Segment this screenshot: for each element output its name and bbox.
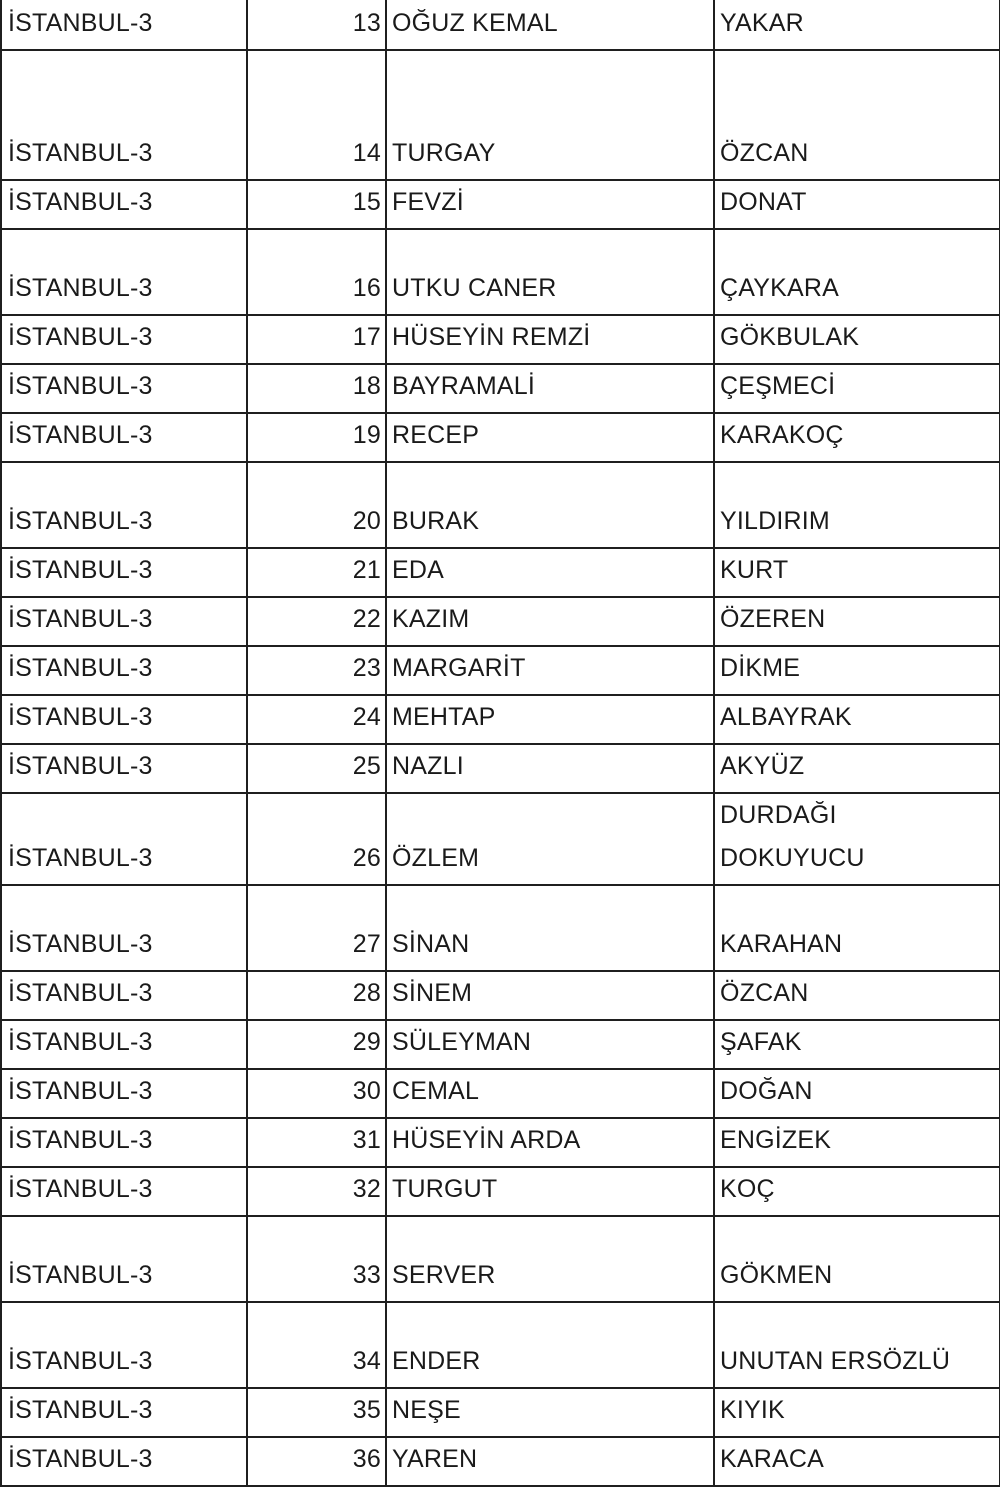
district-cell[interactable] bbox=[1, 180, 247, 229]
district-cell[interactable] bbox=[1, 1118, 247, 1167]
list-number-text: 27 bbox=[352, 930, 381, 958]
list-number-text: 13 bbox=[352, 9, 381, 37]
table-row bbox=[1, 597, 1000, 646]
district-text: İSTANBUL-3 bbox=[8, 1126, 153, 1154]
first-name-text: SERVER bbox=[392, 1261, 496, 1289]
list-number-cell[interactable] bbox=[247, 597, 386, 646]
first-name-cell[interactable] bbox=[386, 597, 714, 646]
district-text: İSTANBUL-3 bbox=[8, 979, 153, 1007]
last-name-cell[interactable] bbox=[714, 462, 1000, 548]
last-name-cell[interactable] bbox=[714, 1118, 1000, 1167]
list-number-cell[interactable] bbox=[247, 1069, 386, 1118]
list-number-cell[interactable] bbox=[247, 364, 386, 413]
last-name-text: ÖZCAN bbox=[720, 979, 809, 1007]
first-name-text: ENDER bbox=[392, 1347, 481, 1375]
table-row bbox=[1, 1216, 1000, 1302]
list-number-cell[interactable] bbox=[247, 315, 386, 364]
first-name-text: SİNEM bbox=[392, 979, 473, 1007]
list-number-text: 16 bbox=[352, 274, 381, 302]
first-name-text: MARGARİT bbox=[392, 654, 526, 682]
district-text: İSTANBUL-3 bbox=[8, 844, 153, 872]
last-name-cell[interactable] bbox=[714, 180, 1000, 229]
district-cell[interactable] bbox=[1, 1302, 247, 1388]
first-name-cell[interactable] bbox=[386, 646, 714, 695]
last-name-cell[interactable] bbox=[714, 50, 1000, 180]
list-number-text: 23 bbox=[352, 654, 381, 682]
district-cell[interactable] bbox=[1, 1388, 247, 1437]
table-row bbox=[1, 315, 1000, 364]
list-number-text: 25 bbox=[352, 752, 381, 780]
first-name-cell[interactable] bbox=[386, 413, 714, 462]
list-number-text: 24 bbox=[352, 703, 381, 731]
first-name-cell[interactable] bbox=[386, 462, 714, 548]
first-name-cell[interactable] bbox=[386, 793, 714, 885]
list-number-text: 30 bbox=[352, 1077, 381, 1105]
last-name-text: ENGİZEK bbox=[720, 1126, 832, 1154]
last-name-text: ÇEŞMECİ bbox=[720, 372, 836, 400]
first-name-text: MEHTAP bbox=[392, 703, 496, 731]
district-cell[interactable] bbox=[1, 1020, 247, 1069]
list-number-cell[interactable] bbox=[247, 229, 386, 315]
table-row bbox=[1, 229, 1000, 315]
list-number-cell[interactable] bbox=[247, 695, 386, 744]
first-name-cell[interactable] bbox=[386, 885, 714, 971]
table-row bbox=[1, 1388, 1000, 1437]
district-cell[interactable] bbox=[1, 364, 247, 413]
first-name-text: CEMAL bbox=[392, 1077, 480, 1105]
district-text: İSTANBUL-3 bbox=[8, 274, 153, 302]
list-number-cell[interactable] bbox=[247, 1216, 386, 1302]
first-name-text: TURGAY bbox=[392, 139, 496, 167]
district-text: İSTANBUL-3 bbox=[8, 1347, 153, 1375]
first-name-cell[interactable] bbox=[386, 50, 714, 180]
last-name-text: KOÇ bbox=[720, 1175, 775, 1203]
list-number-cell[interactable] bbox=[247, 646, 386, 695]
first-name-text: RECEP bbox=[392, 421, 480, 449]
first-name-cell[interactable] bbox=[386, 1437, 714, 1486]
list-number-cell[interactable] bbox=[247, 793, 386, 885]
district-text: İSTANBUL-3 bbox=[8, 703, 153, 731]
list-number-text: 34 bbox=[352, 1347, 381, 1375]
last-name-cell[interactable] bbox=[714, 1302, 1000, 1388]
district-text: İSTANBUL-3 bbox=[8, 188, 153, 216]
last-name-text: DİKME bbox=[720, 654, 801, 682]
list-number-cell[interactable] bbox=[247, 1302, 386, 1388]
first-name-cell[interactable] bbox=[386, 315, 714, 364]
district-cell[interactable] bbox=[1, 793, 247, 885]
last-name-cell[interactable] bbox=[714, 315, 1000, 364]
table-row bbox=[1, 364, 1000, 413]
district-cell[interactable] bbox=[1, 50, 247, 180]
list-number-cell[interactable] bbox=[247, 1167, 386, 1216]
first-name-cell[interactable] bbox=[386, 971, 714, 1020]
list-number-text: 15 bbox=[352, 188, 381, 216]
last-name-text: GÖKMEN bbox=[720, 1261, 833, 1289]
first-name-text: FEVZİ bbox=[392, 188, 464, 216]
last-name-text: AKYÜZ bbox=[720, 752, 805, 780]
first-name-cell[interactable] bbox=[386, 180, 714, 229]
first-name-cell[interactable] bbox=[386, 1216, 714, 1302]
list-number-text: 31 bbox=[352, 1126, 381, 1154]
table-row bbox=[1, 548, 1000, 597]
district-cell[interactable] bbox=[1, 971, 247, 1020]
last-name-text: KARAHAN bbox=[720, 930, 843, 958]
list-number-text: 33 bbox=[352, 1261, 381, 1289]
first-name-cell[interactable] bbox=[386, 1388, 714, 1437]
list-number-text: 29 bbox=[352, 1028, 381, 1056]
first-name-text: YAREN bbox=[392, 1445, 478, 1473]
first-name-text: NEŞE bbox=[392, 1396, 461, 1424]
list-number-cell[interactable] bbox=[247, 50, 386, 180]
last-name-cell[interactable] bbox=[714, 744, 1000, 793]
last-name-text: ÖZCAN bbox=[720, 139, 809, 167]
last-name-cell[interactable] bbox=[714, 695, 1000, 744]
last-name-cell[interactable] bbox=[714, 1216, 1000, 1302]
first-name-text: HÜSEYİN ARDA bbox=[392, 1126, 581, 1154]
list-number-cell[interactable] bbox=[247, 0, 386, 50]
first-name-text: BURAK bbox=[392, 507, 480, 535]
last-name-line2-text: DURDAĞI bbox=[720, 801, 837, 829]
last-name-cell[interactable] bbox=[714, 413, 1000, 462]
district-text: İSTANBUL-3 bbox=[8, 1396, 153, 1424]
list-number-cell[interactable] bbox=[247, 413, 386, 462]
table-row bbox=[1, 971, 1000, 1020]
first-name-cell[interactable] bbox=[386, 1020, 714, 1069]
table-row bbox=[1, 1020, 1000, 1069]
district-cell[interactable] bbox=[1, 1167, 247, 1216]
table-row bbox=[1, 695, 1000, 744]
last-name-cell[interactable] bbox=[714, 793, 1000, 885]
last-name-cell[interactable] bbox=[714, 0, 1000, 50]
list-number-text: 18 bbox=[352, 372, 381, 400]
list-number-text: 14 bbox=[352, 139, 381, 167]
list-number-cell[interactable] bbox=[247, 1388, 386, 1437]
last-name-text: GÖKBULAK bbox=[720, 323, 860, 351]
table-row bbox=[1, 1069, 1000, 1118]
first-name-cell[interactable] bbox=[386, 744, 714, 793]
last-name-text: KARACA bbox=[720, 1445, 825, 1473]
last-name-cell[interactable] bbox=[714, 1069, 1000, 1118]
district-cell[interactable] bbox=[1, 744, 247, 793]
last-name-cell[interactable] bbox=[714, 971, 1000, 1020]
district-cell[interactable] bbox=[1, 885, 247, 971]
first-name-cell[interactable] bbox=[386, 695, 714, 744]
district-cell[interactable] bbox=[1, 229, 247, 315]
list-number-text: 35 bbox=[352, 1396, 381, 1424]
list-number-text: 22 bbox=[352, 605, 381, 633]
district-text: İSTANBUL-3 bbox=[8, 1261, 153, 1289]
last-name-cell[interactable] bbox=[714, 1020, 1000, 1069]
first-name-cell[interactable] bbox=[386, 1069, 714, 1118]
last-name-cell[interactable] bbox=[714, 597, 1000, 646]
list-number-cell[interactable] bbox=[247, 1118, 386, 1167]
first-name-cell[interactable] bbox=[386, 1118, 714, 1167]
district-text: İSTANBUL-3 bbox=[8, 372, 153, 400]
district-cell[interactable] bbox=[1, 413, 247, 462]
district-text: İSTANBUL-3 bbox=[8, 1077, 153, 1105]
table-row bbox=[1, 793, 1000, 885]
district-cell[interactable] bbox=[1, 646, 247, 695]
list-number-text: 19 bbox=[352, 421, 381, 449]
first-name-text: ÖZLEM bbox=[392, 844, 480, 872]
district-cell[interactable] bbox=[1, 1437, 247, 1486]
list-number-cell[interactable] bbox=[247, 1020, 386, 1069]
district-text: İSTANBUL-3 bbox=[8, 930, 153, 958]
last-name-text: KIYIK bbox=[720, 1396, 785, 1424]
first-name-text: SÜLEYMAN bbox=[392, 1028, 532, 1056]
list-number-cell[interactable] bbox=[247, 548, 386, 597]
table-row bbox=[1, 462, 1000, 548]
district-text: İSTANBUL-3 bbox=[8, 421, 153, 449]
table-row bbox=[1, 180, 1000, 229]
first-name-text: UTKU CANER bbox=[392, 274, 557, 302]
last-name-cell[interactable] bbox=[714, 548, 1000, 597]
first-name-text: OĞUZ KEMAL bbox=[392, 9, 558, 37]
district-cell[interactable] bbox=[1, 1069, 247, 1118]
district-cell[interactable] bbox=[1, 597, 247, 646]
table-row bbox=[1, 646, 1000, 695]
last-name-text: ÇAYKARA bbox=[720, 274, 840, 302]
list-number-cell[interactable] bbox=[247, 462, 386, 548]
list-number-cell[interactable] bbox=[247, 180, 386, 229]
list-number-cell[interactable] bbox=[247, 885, 386, 971]
district-cell[interactable] bbox=[1, 315, 247, 364]
list-number-text: 32 bbox=[352, 1175, 381, 1203]
last-name-text: DOĞAN bbox=[720, 1077, 813, 1105]
table-row bbox=[1, 50, 1000, 180]
last-name-cell[interactable] bbox=[714, 646, 1000, 695]
candidate-table-body bbox=[1, 0, 1000, 1486]
district-text: İSTANBUL-3 bbox=[8, 1028, 153, 1056]
district-cell[interactable] bbox=[1, 462, 247, 548]
district-text: İSTANBUL-3 bbox=[8, 605, 153, 633]
last-name-text: DOKUYUCU bbox=[720, 844, 865, 872]
district-text: İSTANBUL-3 bbox=[8, 323, 153, 351]
table-row bbox=[1, 413, 1000, 462]
district-text: İSTANBUL-3 bbox=[8, 654, 153, 682]
district-cell[interactable] bbox=[1, 695, 247, 744]
first-name-text: BAYRAMALİ bbox=[392, 372, 536, 400]
last-name-text: ŞAFAK bbox=[720, 1028, 802, 1056]
list-number-text: 17 bbox=[352, 323, 381, 351]
last-name-text: ÖZEREN bbox=[720, 605, 826, 633]
last-name-text: UNUTAN ERSÖZLÜ bbox=[720, 1347, 951, 1375]
first-name-text: SİNAN bbox=[392, 930, 470, 958]
first-name-cell[interactable] bbox=[386, 364, 714, 413]
district-text: İSTANBUL-3 bbox=[8, 9, 153, 37]
district-text: İSTANBUL-3 bbox=[8, 1445, 153, 1473]
district-text: İSTANBUL-3 bbox=[8, 1175, 153, 1203]
last-name-text: KURT bbox=[720, 556, 789, 584]
first-name-text: EDA bbox=[392, 556, 445, 584]
last-name-cell[interactable] bbox=[714, 1388, 1000, 1437]
table-row bbox=[1, 1302, 1000, 1388]
list-number-text: 28 bbox=[352, 979, 381, 1007]
list-number-cell[interactable] bbox=[247, 744, 386, 793]
list-number-cell[interactable] bbox=[247, 971, 386, 1020]
list-number-text: 20 bbox=[352, 507, 381, 535]
last-name-text: DONAT bbox=[720, 188, 807, 216]
last-name-cell[interactable] bbox=[714, 364, 1000, 413]
district-cell[interactable] bbox=[1, 548, 247, 597]
first-name-text: KAZIM bbox=[392, 605, 470, 633]
first-name-cell[interactable] bbox=[386, 1302, 714, 1388]
first-name-text: NAZLI bbox=[392, 752, 464, 780]
last-name-cell[interactable] bbox=[714, 1167, 1000, 1216]
table-row bbox=[1, 744, 1000, 793]
first-name-text: TURGUT bbox=[392, 1175, 498, 1203]
last-name-cell[interactable] bbox=[714, 1437, 1000, 1486]
list-number-text: 21 bbox=[352, 556, 381, 584]
last-name-text: KARAKOÇ bbox=[720, 421, 844, 449]
list-number-text: 36 bbox=[352, 1445, 381, 1473]
first-name-cell[interactable] bbox=[386, 548, 714, 597]
list-number-cell[interactable] bbox=[247, 1437, 386, 1486]
last-name-text: ALBAYRAK bbox=[720, 703, 852, 731]
list-number-text: 26 bbox=[352, 844, 381, 872]
district-text: İSTANBUL-3 bbox=[8, 752, 153, 780]
last-name-cell[interactable] bbox=[714, 885, 1000, 971]
table-row bbox=[1, 1118, 1000, 1167]
table-row bbox=[1, 1437, 1000, 1486]
last-name-cell[interactable] bbox=[714, 229, 1000, 315]
first-name-cell[interactable] bbox=[386, 229, 714, 315]
first-name-text: HÜSEYİN REMZİ bbox=[392, 323, 591, 351]
table-row bbox=[1, 0, 1000, 50]
first-name-cell[interactable] bbox=[386, 1167, 714, 1216]
district-cell[interactable] bbox=[1, 0, 247, 50]
first-name-cell[interactable] bbox=[386, 0, 714, 50]
table-row bbox=[1, 1167, 1000, 1216]
last-name-text: YAKAR bbox=[720, 9, 804, 37]
district-text: İSTANBUL-3 bbox=[8, 139, 153, 167]
district-text: İSTANBUL-3 bbox=[8, 507, 153, 535]
district-cell[interactable] bbox=[1, 1216, 247, 1302]
table-row bbox=[1, 885, 1000, 971]
district-text: İSTANBUL-3 bbox=[8, 556, 153, 584]
last-name-text: YILDIRIM bbox=[720, 507, 830, 535]
